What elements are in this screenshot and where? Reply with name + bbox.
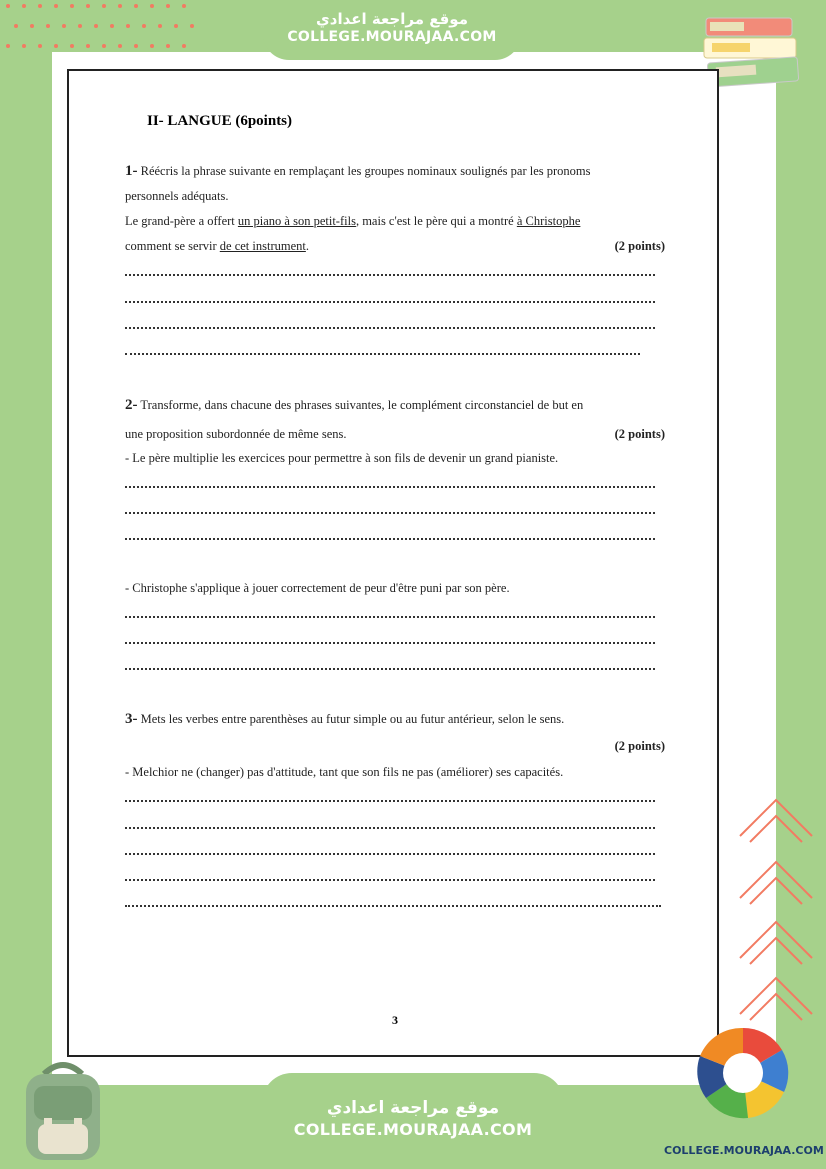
decorative-dot <box>102 44 106 48</box>
q2-sentence-1: - Le père multiplie les exercices pour permettre à son fils de devenir un grand pianiste. <box>125 451 559 465</box>
decorative-dot <box>150 4 154 8</box>
page-number: 3 <box>392 1013 398 1027</box>
answer-line[interactable] <box>125 642 655 644</box>
decorative-dot <box>126 24 130 28</box>
education-wheel-logo <box>696 1026 790 1120</box>
frame-left <box>0 0 52 1169</box>
decorative-dot <box>142 24 146 28</box>
decorative-dot <box>78 24 82 28</box>
q3-number: 3- <box>125 711 138 727</box>
answer-line[interactable] <box>125 853 655 855</box>
header-arabic-title: موقع مراجعة اعدادي <box>316 10 468 28</box>
decorative-dot <box>86 4 90 8</box>
answer-line[interactable] <box>125 905 661 907</box>
q3-sentence: - Melchior ne (changer) pas d'attitude, tant que son fils ne pas (améliorer) ses capacités. <box>125 765 564 779</box>
q3-instruction: Mets les verbes entre parenthèses au futur simple ou au futur antérieur, selon le sens. <box>140 712 565 726</box>
q1-number: 1- <box>125 163 138 179</box>
decorative-dot <box>110 24 114 28</box>
decorative-dot <box>14 24 18 28</box>
answer-line[interactable] <box>125 827 655 829</box>
footer-banner <box>262 1073 564 1157</box>
decorative-dot <box>150 44 154 48</box>
chevron-up-icon <box>736 968 816 1028</box>
q1-underlined-1: un piano à son petit-fils <box>237 214 356 228</box>
backpack-icon <box>14 1056 112 1164</box>
q2-number: 2- <box>125 397 138 413</box>
answer-line[interactable] <box>125 668 655 670</box>
footer-arabic-title: موقع مراجعة اعدادي <box>326 1098 500 1118</box>
q2-instruction-line-1 <box>125 397 665 414</box>
decorative-dots <box>6 4 206 54</box>
q2-sentence-2: - Christophe s'applique à jouer correctement de peur d'être puni par son père. <box>125 581 510 595</box>
header-banner <box>263 6 521 60</box>
decorative-dot <box>46 24 50 28</box>
decorative-dot <box>118 44 122 48</box>
q1-underlined-2: à Christophe <box>516 214 581 228</box>
decorative-dot <box>6 44 10 48</box>
decorative-dot <box>6 4 10 8</box>
q1-sentence-part-4: . <box>305 239 309 253</box>
chevron-up-icon <box>736 912 816 972</box>
decorative-dot <box>102 4 106 8</box>
decorative-dot <box>182 44 186 48</box>
q1-instruction-1: Réécris la phrase suivante en remplaçant les groupes nominaux soulignés par les pronoms <box>140 164 591 178</box>
decorative-dot <box>166 44 170 48</box>
q2-instruction-2: une proposition subordonnée de même sens. <box>125 427 347 441</box>
q1-sentence-part-3: comment se servir <box>125 239 220 253</box>
q1-sentence-line-2 <box>125 239 665 254</box>
answer-line[interactable] <box>125 486 655 488</box>
decorative-dot <box>54 4 58 8</box>
q2-instruction-1: Transforme, dans chacune des phrases suivantes, le complément circonstanciel de but en <box>140 398 584 412</box>
answer-line[interactable] <box>125 879 655 881</box>
answer-line[interactable] <box>125 800 655 802</box>
decorative-dot <box>118 4 122 8</box>
decorative-dot <box>134 4 138 8</box>
decorative-dot <box>70 44 74 48</box>
answer-line[interactable] <box>125 353 640 355</box>
answer-line[interactable] <box>125 327 655 329</box>
decorative-dot <box>54 44 58 48</box>
decorative-dot <box>30 24 34 28</box>
q1-instruction-line-1 <box>125 163 665 180</box>
q1-instruction-2: personnels adéquats. <box>125 189 229 203</box>
decorative-dot <box>158 24 162 28</box>
decorative-dot <box>38 4 42 8</box>
decorative-dot <box>22 44 26 48</box>
decorative-dot <box>134 44 138 48</box>
answer-line[interactable] <box>125 512 655 514</box>
chevron-up-icon <box>736 790 816 850</box>
decorative-dot <box>174 24 178 28</box>
section-title: II- LANGUE (6points) <box>147 113 293 129</box>
q1-underlined-3: de cet instrument <box>219 239 306 253</box>
q3-points: (2 points) <box>614 739 665 753</box>
logo-url[interactable]: COLLEGE.MOURAJAA.COM <box>664 1144 824 1157</box>
answer-line[interactable] <box>125 274 655 276</box>
decorative-dot <box>38 44 42 48</box>
decorative-dot <box>70 4 74 8</box>
decorative-dot <box>166 4 170 8</box>
q1-sentence-line-1 <box>125 214 665 229</box>
decorative-dot <box>94 24 98 28</box>
q2-points: (2 points) <box>614 427 665 441</box>
exam-page <box>67 69 719 1057</box>
q1-sentence-part-1: Le grand-père a offert <box>125 214 238 228</box>
decorative-dot <box>182 4 186 8</box>
q2-instruction-line-2 <box>125 427 665 442</box>
q1-points: (2 points) <box>614 239 665 253</box>
answer-line[interactable] <box>125 538 655 540</box>
q1-sentence-part-2: , mais c'est le père qui a montré <box>355 214 517 228</box>
decorative-dot <box>62 24 66 28</box>
decorative-dot <box>22 4 26 8</box>
q3-instruction-line <box>125 711 665 728</box>
answer-line[interactable] <box>125 616 655 618</box>
footer-url[interactable]: COLLEGE.MOURAJAA.COM <box>293 1120 533 1139</box>
decorative-dot <box>86 44 90 48</box>
answer-line[interactable] <box>125 301 655 303</box>
header-url[interactable]: COLLEGE.MOURAJAA.COM <box>287 29 497 45</box>
decorative-dot <box>190 24 194 28</box>
chevron-up-icon <box>736 852 816 912</box>
